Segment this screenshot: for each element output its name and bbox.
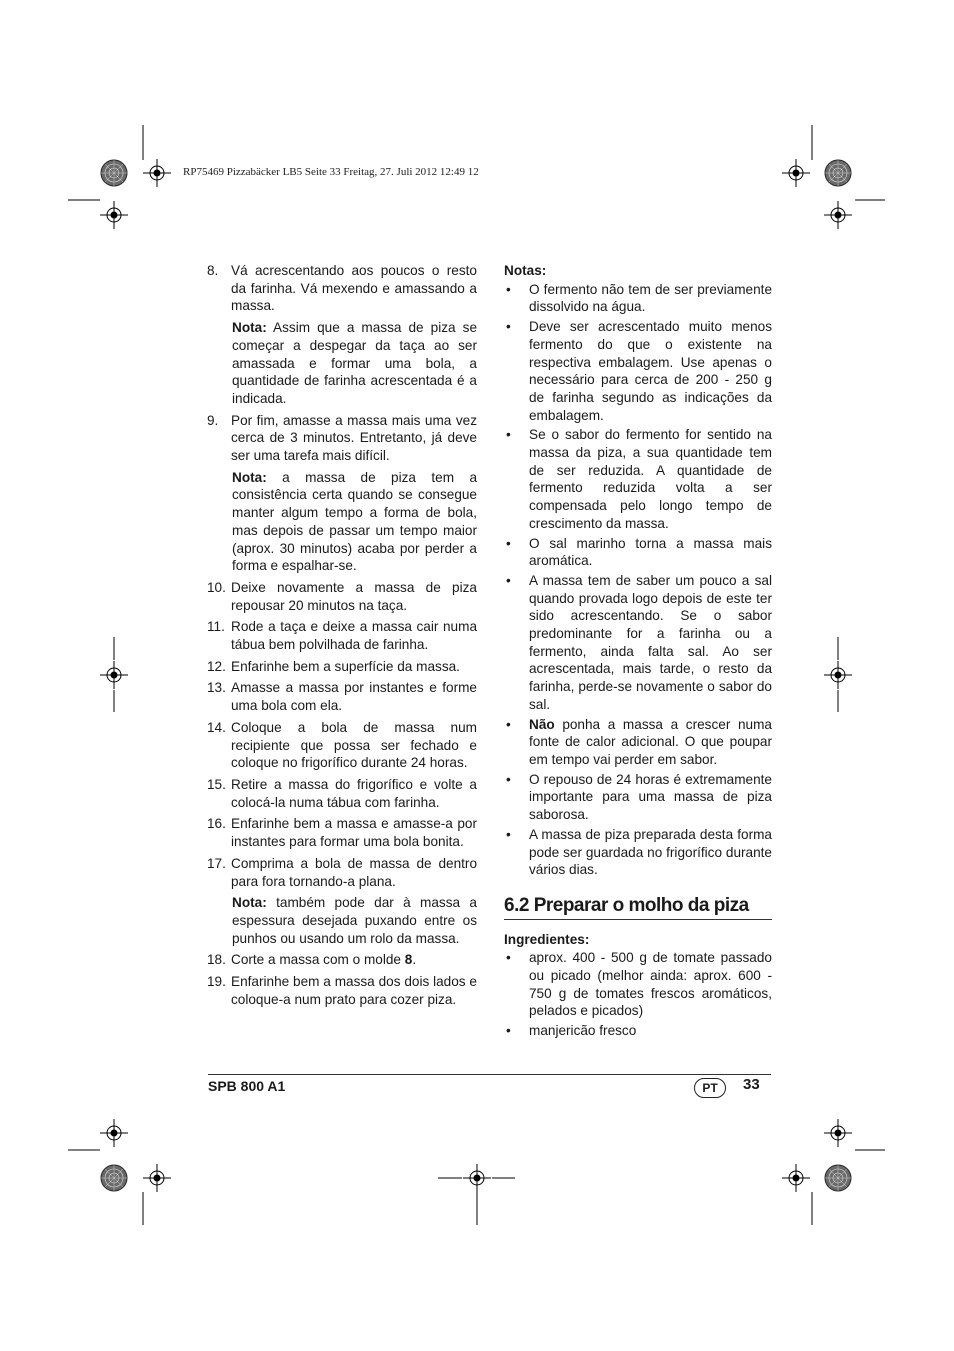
step-number: 17.	[207, 855, 226, 871]
step-text: Por fim, amasse a massa mais uma vez cerca de 3 minutos. Entretanto, já deve ser uma tarefa mais difícil.	[231, 412, 477, 464]
bullet-dot: •	[506, 281, 511, 297]
note-text: Assim que a massa de piza se começar a despegar da taça ao ser amassada e formar uma bola, a quantidade de farinha acrescentada é a indicada.	[232, 320, 477, 406]
step-text: Enfarinhe bem a superfície da massa.	[231, 658, 460, 674]
step-12	[207, 658, 477, 676]
left-column	[207, 262, 477, 1012]
step-number: 15.	[207, 776, 226, 792]
language-badge: PT	[694, 1078, 726, 1098]
note-bullet	[504, 826, 772, 879]
note-label: Nota:	[232, 895, 267, 911]
model-number: SPB 800 A1	[208, 1078, 286, 1094]
step-11	[207, 618, 477, 653]
step-8	[207, 262, 477, 315]
step-number: 14.	[207, 719, 226, 735]
bullet-text-rest: ponha a massa a crescer numa fonte de calor adicional. O que poupar em tempo vai perder em sabor.	[529, 716, 772, 767]
step-18	[207, 951, 477, 969]
step-number: 12.	[207, 658, 226, 674]
bullet-text: O repouso de 24 horas é extremamente importante para uma massa de piza saborosa.	[529, 771, 772, 823]
ingredients-heading: Ingredientes:	[504, 931, 590, 947]
note-bullet	[504, 535, 772, 570]
bullet-dot: •	[506, 826, 511, 842]
note-bullet	[504, 771, 772, 824]
right-column	[504, 262, 772, 1042]
step-number: 19.	[207, 974, 226, 990]
footer-divider	[208, 1074, 771, 1075]
step-15	[207, 776, 477, 811]
step-text: Rode a taça e deixe a massa cair numa tábua bem polvilhada de farinha.	[231, 619, 477, 653]
bullet-text: Deve ser acrescentado muito menos fermento do que o existente na respectiva embalagem. Use apenas o necessário para cerca de 200 - 250 g de farinha segundo as indicações da embalagem.	[529, 319, 772, 423]
note-label: Nota:	[232, 469, 267, 485]
note-9	[232, 469, 477, 575]
step-text: Comprima a bola de massa de dentro para fora tornando-a plana.	[231, 855, 477, 889]
step-text: Amasse a massa por instantes e forme uma bola com ela.	[231, 680, 477, 714]
ingredient-text: aprox. 400 - 500 g de tomate passado ou picado (melhor ainda: aprox. 600 - 750 g de tomates frescos aromáticos, pelados e picados)	[529, 950, 772, 1019]
bold-word: Não	[529, 716, 555, 732]
step-9	[207, 412, 477, 465]
note-8	[232, 319, 477, 408]
bullet-dot: •	[506, 535, 511, 551]
step-text: Vá acrescentando aos poucos o resto da farinha. Vá mexendo e amassando a massa.	[231, 263, 477, 314]
step-text	[231, 951, 477, 969]
step-number: 16.	[207, 816, 226, 832]
bullet-dot: •	[506, 319, 511, 335]
step-text: Retire a massa do frigorífico e volte a colocá-la numa tábua com farinha.	[231, 776, 477, 810]
note-text: também pode dar à massa a espessura desejada puxando entre os punhos ou usando um rolo da massa.	[232, 895, 477, 946]
step-10	[207, 579, 477, 614]
section-title: 6.2 Preparar o molho da piza	[504, 897, 772, 920]
page-number: 33	[743, 1076, 760, 1093]
note-bullet	[504, 716, 772, 769]
bullet-dot: •	[506, 1023, 511, 1039]
bullet-text: Se o sabor do fermento for sentido na massa da piza, a sua quantidade tem de ser reduzida. A quantidade de fermento reduzida volta a ser compensada pelo longo tempo de crescimento da massa.	[529, 427, 772, 531]
bullet-dot: •	[506, 572, 511, 588]
step-text: Enfarinhe bem a massa dos dois lados e coloque-a num prato para cozer piza.	[231, 974, 477, 1007]
bullet-text: A massa tem de saber um pouco a sal quando provada logo depois de este ter sido acrescentando. Se o sabor predominante for a farinha ou a fermento, ainda falta sal. Ao ser acrescentada, mais tarde, o resto da farinha, perde-se novamente o sabor do sal.	[529, 572, 772, 712]
step-text-end: .	[412, 952, 417, 968]
step-17	[207, 855, 477, 890]
step-text: Deixe novamente a massa de piza repousar 20 minutos na taça.	[231, 579, 477, 613]
step-13	[207, 679, 477, 714]
step-number: 9.	[207, 412, 219, 428]
ingredient-text: manjericão fresco	[529, 1023, 637, 1039]
step-text-start: Corte a massa com o molde	[231, 952, 405, 968]
step-number: 11.	[207, 619, 225, 635]
ingredient-item	[504, 1022, 772, 1040]
bullet-text: A massa de piza preparada desta forma pode ser guardada no frigorífico durante vários dias.	[529, 826, 772, 878]
note-text: a massa de piza tem a consistência certa quando se consegue manter algum tempo a forma de bola, mas depois de passar um tempo maior (aprox. 30 minutos) acaba por perder a forma e espalhar-se.	[232, 469, 478, 574]
bullet-text: O fermento não tem de ser previamente dissolvido na água.	[529, 281, 772, 315]
note-bullet	[504, 572, 772, 714]
step-number: 8.	[207, 263, 219, 278]
step-number: 13.	[207, 680, 226, 696]
bullet-dot: •	[506, 716, 511, 732]
note-bullet	[504, 318, 772, 424]
note-bullet	[504, 426, 772, 532]
note-17	[232, 894, 477, 947]
notes-heading: Notas:	[504, 263, 547, 278]
bullet-dot: •	[506, 771, 511, 787]
step-19	[207, 973, 477, 1008]
note-label: Nota:	[232, 320, 267, 336]
bullet-text: O sal marinho torna a massa mais aromática.	[529, 535, 772, 569]
step-number: 18.	[207, 952, 226, 968]
bullet-dot: •	[506, 427, 511, 443]
mould-reference: 8	[404, 952, 413, 968]
ingredient-item	[504, 949, 772, 1020]
step-text: Coloque a bola de massa num recipiente que possa ser fechado e coloque no frigorífico durante 24 horas.	[231, 719, 477, 771]
step-14	[207, 719, 477, 772]
step-16	[207, 815, 477, 850]
step-number: 10.	[207, 579, 226, 595]
step-text: Enfarinhe bem a massa e amasse-a por instantes para formar uma bola bonita.	[231, 816, 477, 850]
note-bullet	[504, 281, 772, 316]
bullet-text	[529, 716, 772, 769]
print-job-header: RP75469 Pizzabäcker LB5 Seite 33 Freitag, 27. Juli 2012 12:49 12	[183, 166, 479, 178]
bullet-dot: •	[506, 950, 511, 966]
